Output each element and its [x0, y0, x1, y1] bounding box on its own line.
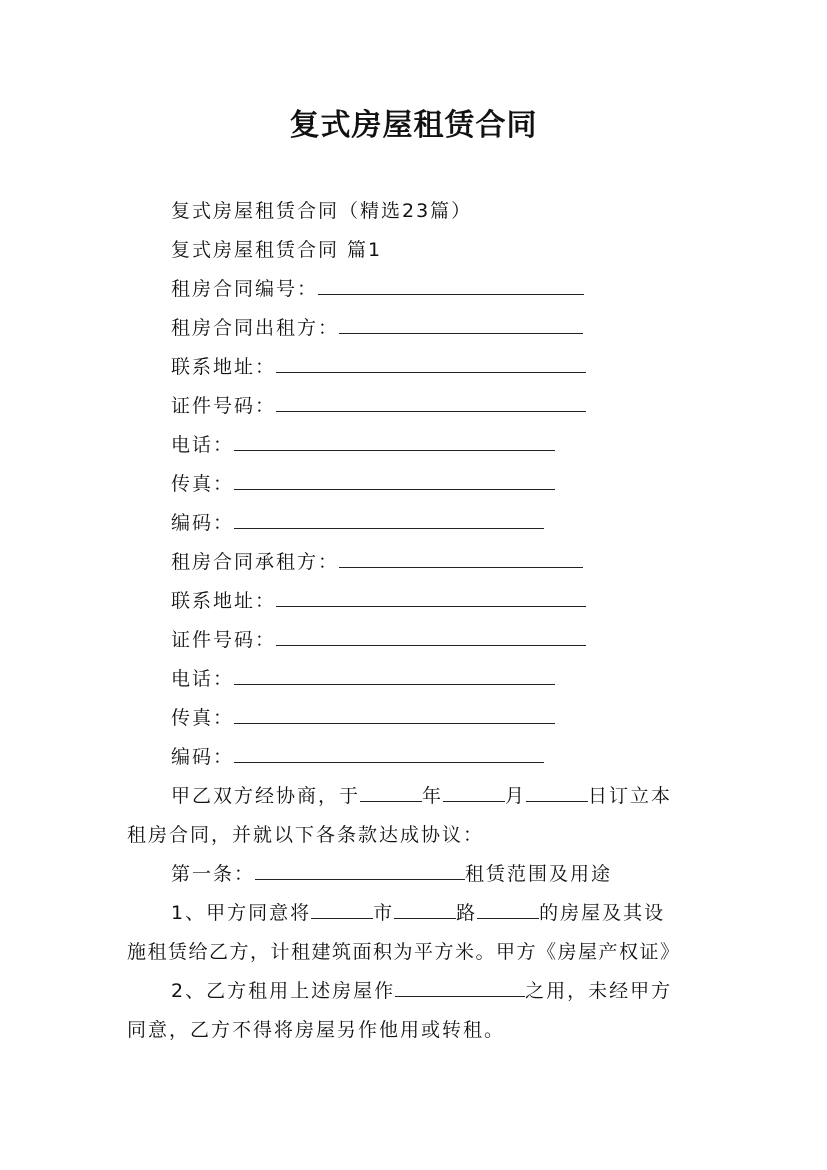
- lessor-phone-blank: [234, 432, 555, 451]
- lessee-id-row: [171, 627, 586, 653]
- lessor-address-row: [171, 354, 586, 380]
- lessee-id-label: 证件号码：: [171, 629, 277, 651]
- lessee-id-blank: [276, 627, 586, 646]
- clause-2-text-end: 之用，未经甲方: [525, 980, 673, 1002]
- article-1-heading: [171, 861, 612, 887]
- lessor-row: [171, 315, 583, 341]
- month-label: 月: [505, 785, 527, 807]
- lessee-fax-row: [171, 705, 555, 731]
- lessor-zip-label: 编码：: [171, 512, 235, 534]
- lessor-fax-label: 传真：: [171, 473, 235, 495]
- clause-1-line-1: [171, 900, 665, 926]
- lessee-zip-row: [171, 744, 544, 770]
- clause-2-text: 2、乙方租用上述房屋作: [171, 980, 396, 1002]
- contract-number-row: [171, 276, 584, 302]
- road-label: 路: [456, 902, 478, 924]
- clause-2-line-1: [171, 978, 672, 1004]
- day-blank: [526, 783, 588, 802]
- lessee-zip-label: 编码：: [171, 746, 235, 768]
- city-label: 市: [373, 902, 395, 924]
- city-blank: [311, 900, 373, 919]
- clause-1-text: 1、甲方同意将: [171, 902, 312, 924]
- lessee-phone-label: 电话：: [171, 668, 235, 690]
- article-1-blank: [255, 861, 465, 880]
- clause-1-line-2: 施租赁给乙方，计租建筑面积为平方米。甲方《房屋产权证》: [127, 941, 681, 963]
- lessor-zip-blank: [234, 510, 544, 529]
- day-label: 日订立本: [588, 785, 673, 807]
- lessee-label: 租房合同承租方：: [171, 551, 340, 573]
- purpose-blank: [395, 978, 525, 997]
- road-blank: [394, 900, 456, 919]
- lessee-zip-blank: [234, 744, 544, 763]
- year-label: 年: [422, 785, 444, 807]
- contract-number-label: 租房合同编号：: [171, 278, 319, 300]
- clause-2-line-2: 同意，乙方不得将房屋另作他用或转租。: [127, 1019, 506, 1041]
- lessor-id-blank: [276, 393, 586, 412]
- lessee-phone-blank: [234, 666, 555, 685]
- agreement-line-2: 租房合同，并就以下各条款达成协议：: [127, 824, 485, 846]
- lessor-fax-blank: [234, 471, 555, 490]
- lessee-fax-label: 传真：: [171, 707, 235, 729]
- lessee-fax-blank: [234, 705, 555, 724]
- lessor-address-blank: [276, 354, 586, 373]
- lessee-address-blank: [276, 588, 586, 607]
- lessor-id-row: [171, 393, 586, 419]
- lessor-fax-row: [171, 471, 555, 497]
- month-blank: [443, 783, 505, 802]
- lessor-blank: [339, 315, 583, 334]
- lessor-id-label: 证件号码：: [171, 395, 277, 417]
- lessor-label: 租房合同出租方：: [171, 317, 340, 339]
- lessor-address-label: 联系地址：: [171, 356, 277, 378]
- lessor-phone-row: [171, 432, 555, 458]
- clause-1-text-end: 的房屋及其设: [539, 902, 666, 924]
- lessor-zip-row: [171, 510, 544, 536]
- article-1-title: 租赁范围及用途: [465, 863, 613, 885]
- lessee-row: [171, 549, 583, 575]
- document-title: 复式房屋租赁合同: [289, 108, 538, 143]
- number-blank: [477, 900, 539, 919]
- year-blank: [360, 783, 422, 802]
- contract-number-blank: [318, 276, 584, 295]
- agreement-line-1: [171, 783, 672, 809]
- article-1-label: 第一条：: [171, 863, 256, 885]
- section-heading: 复式房屋租赁合同 篇1: [171, 239, 383, 261]
- lessor-phone-label: 电话：: [171, 434, 235, 456]
- agreement-text: 甲乙双方经协商，于: [171, 785, 361, 807]
- lessee-address-row: [171, 588, 586, 614]
- lessee-blank: [339, 549, 583, 568]
- document-subtitle: 复式房屋租赁合同（精选23篇）: [171, 200, 473, 222]
- lessee-address-label: 联系地址：: [171, 590, 277, 612]
- lessee-phone-row: [171, 666, 555, 692]
